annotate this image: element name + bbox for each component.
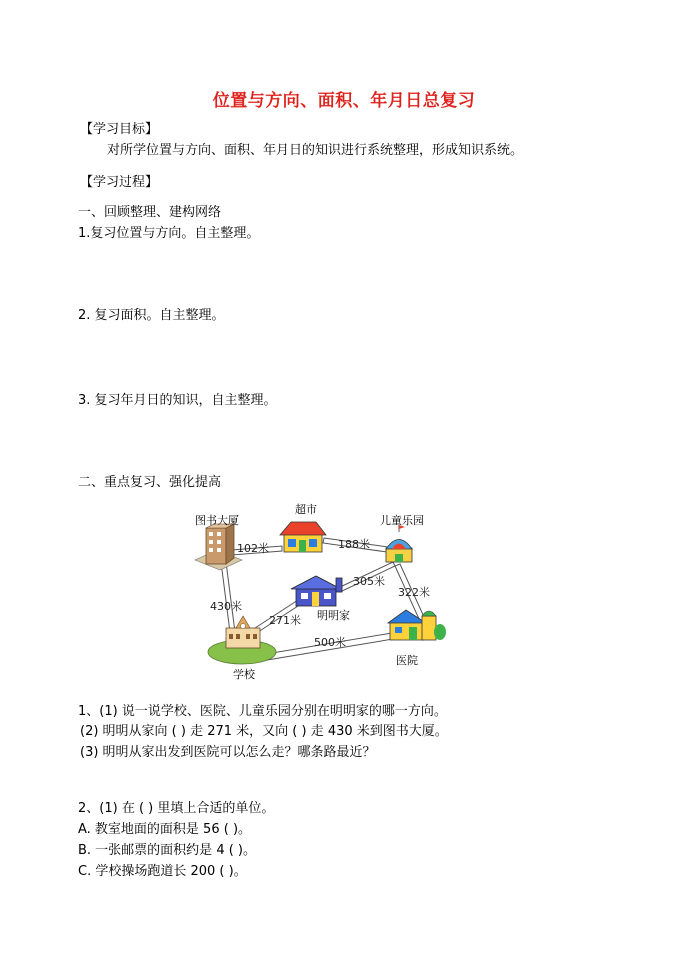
q2-c: C. 学校操场跑道长 200 ( )。 [78,864,247,879]
label-library: 图书大厦 [195,514,239,527]
section1-item1: 1.复习位置与方向。自主整理。 [78,226,260,241]
dist-library-supermarket: 102米 [237,542,269,555]
home-icon [291,576,342,606]
label-school: 学校 [233,668,255,681]
process-heading: 【学习过程】 [80,175,159,190]
label-home: 明明家 [317,609,350,622]
dist-home-park: 305米 [353,575,385,588]
dist-park-hospital: 322米 [398,586,430,599]
q1-part3: (3) 明明从家出发到医院可以怎么走？哪条路最近？ [80,745,376,760]
label-hospital: 医院 [396,654,418,667]
section1-item2: 2. 复习面积。自主整理。 [78,308,225,323]
q2-intro: 2、(1) 在 ( ) 里填上合适的单位。 [78,801,275,816]
section1-heading: 一、回顾整理、建构网络 [78,205,222,220]
supermarket-icon [280,522,326,552]
section1-item3: 3. 复习年月日的知识，自主整理。 [78,393,277,408]
location-map [190,500,460,690]
library-icon [195,524,242,570]
section2-heading: 二、重点复习、强化提高 [78,475,222,490]
q1-part2: (2) 明明从家向 ( ) 走 271 米，又向 ( ) 走 430 米到图书大厦。 [80,724,448,739]
q2-b: B. 一张邮票的面积约是 4 ( )。 [78,843,256,858]
dist-library-school: 430米 [210,600,242,613]
park-icon [386,525,412,562]
page-title: 位置与方向、面积、年月日总复习 [212,91,476,111]
goals-heading: 【学习目标】 [80,122,159,137]
dist-school-hospital: 500米 [314,636,346,649]
dist-school-home: 271米 [269,614,301,627]
goals-text: 对所学位置与方向、面积、年月日的知识进行系统整理，形成知识系统。 [107,143,524,158]
label-park: 儿童乐园 [380,514,424,527]
q2-a: A. 教室地面的面积是 56 ( )。 [78,822,252,837]
dist-supermarket-park: 188米 [338,538,370,551]
label-supermarket: 超市 [295,503,317,516]
q1-part1: 1、(1) 说一说学校、医院、儿童乐园分别在明明家的哪一方向。 [78,704,447,719]
